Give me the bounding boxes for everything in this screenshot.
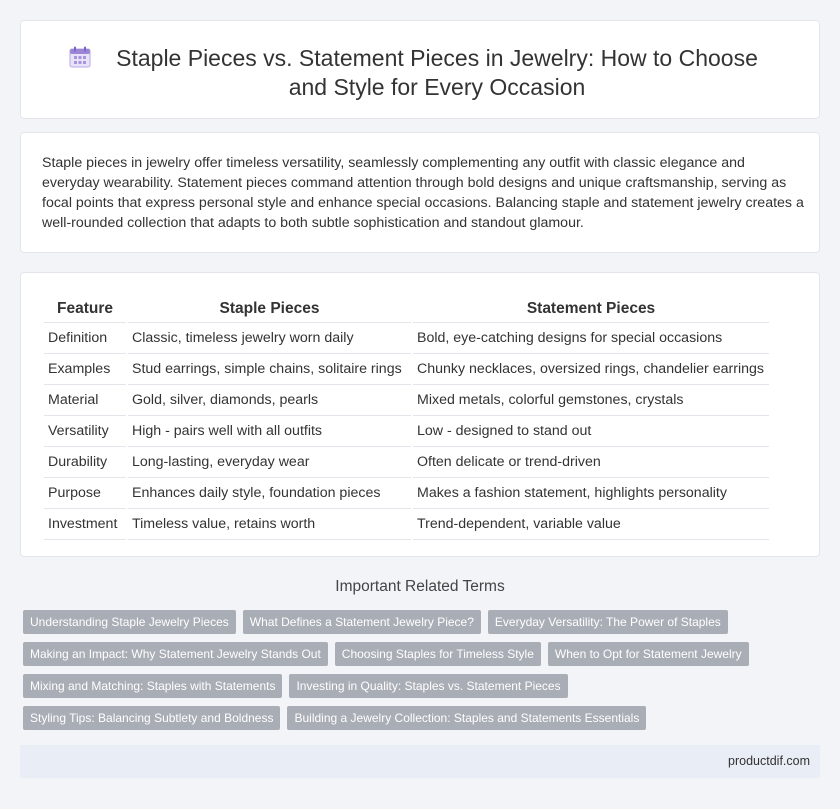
header-feature: Feature xyxy=(44,295,126,323)
table-cell: Chunky necklaces, oversized rings, chandelier earrings xyxy=(413,354,769,385)
comparison-table xyxy=(42,295,771,540)
table-row xyxy=(44,509,769,540)
table-cell: Classic, timeless jewelry worn daily xyxy=(128,323,411,354)
table-cell: Bold, eye-catching designs for special occasions xyxy=(413,323,769,354)
table-header-row xyxy=(44,295,769,323)
page-title: Staple Pieces vs. Statement Pieces in Jewelry: How to Choose and Style for Every Occasion xyxy=(116,45,758,100)
table-cell: Stud earrings, simple chains, solitaire rings xyxy=(128,354,411,385)
table-cell: Gold, silver, diamonds, pearls xyxy=(128,385,411,416)
table-cell: High - pairs well with all outfits xyxy=(128,416,411,447)
table-row xyxy=(44,323,769,354)
related-term-tag[interactable]: Understanding Staple Jewelry Pieces xyxy=(23,610,236,634)
comparison-table-card xyxy=(20,272,820,557)
footer-site-link[interactable]: productdif.com xyxy=(728,754,810,768)
table-cell: Trend-dependent, variable value xyxy=(413,509,769,540)
table-cell: Durability xyxy=(44,447,126,478)
related-term-tag[interactable]: Styling Tips: Balancing Subtlety and Boldness xyxy=(23,706,280,730)
related-term-tag[interactable]: Investing in Quality: Staples vs. Statement Pieces xyxy=(289,674,567,698)
table-row xyxy=(44,354,769,385)
header-statement: Statement Pieces xyxy=(413,295,769,323)
table-row xyxy=(44,416,769,447)
footer xyxy=(20,745,820,778)
table-cell: Investment xyxy=(44,509,126,540)
table-cell: Often delicate or trend-driven xyxy=(413,447,769,478)
intro-card xyxy=(20,132,820,253)
table-cell: Purpose xyxy=(44,478,126,509)
intro-paragraph: Staple pieces in jewelry offer timeless versatility, seamlessly complementing any outfit with classic elegance and everyday wearability. Statement pieces command attention through bold designs and unique craftsmanship, serving as focal points that express personal style and enhance special occasions. Balancing staple and statement jewelry creates a well-rounded collection that adapts to both subtle sophistication and standout glamour. xyxy=(42,155,804,231)
related-term-tag[interactable]: Mixing and Matching: Staples with Statements xyxy=(23,674,282,698)
table-cell: Examples xyxy=(44,354,126,385)
related-term-tag[interactable]: Everyday Versatility: The Power of Staples xyxy=(488,610,728,634)
related-term-tag[interactable]: When to Opt for Statement Jewelry xyxy=(548,642,749,666)
table-row xyxy=(44,478,769,509)
table-cell: Versatility xyxy=(44,416,126,447)
related-term-tag[interactable]: Making an Impact: Why Statement Jewelry Stands Out xyxy=(23,642,328,666)
table-cell: Material xyxy=(44,385,126,416)
table-cell: Mixed metals, colorful gemstones, crystals xyxy=(413,385,769,416)
table-row xyxy=(44,447,769,478)
related-terms-list xyxy=(23,610,783,738)
tag-row xyxy=(23,610,783,634)
table-row xyxy=(44,385,769,416)
tag-row xyxy=(23,674,783,698)
header-card xyxy=(20,20,820,119)
table-cell: Long-lasting, everyday wear xyxy=(128,447,411,478)
related-term-tag[interactable]: Building a Jewelry Collection: Staples and Statements Essentials xyxy=(287,706,646,730)
tag-row xyxy=(23,642,783,666)
table-cell: Low - designed to stand out xyxy=(413,416,769,447)
related-term-tag[interactable]: What Defines a Statement Jewelry Piece? xyxy=(243,610,481,634)
table-cell: Definition xyxy=(44,323,126,354)
table-cell: Enhances daily style, foundation pieces xyxy=(128,478,411,509)
table-cell: Timeless value, retains worth xyxy=(128,509,411,540)
table-cell: Makes a fashion statement, highlights personality xyxy=(413,478,769,509)
header-staple: Staple Pieces xyxy=(128,295,411,323)
related-terms-heading: Important Related Terms xyxy=(335,578,505,595)
related-term-tag[interactable]: Choosing Staples for Timeless Style xyxy=(335,642,541,666)
tag-row xyxy=(23,706,783,730)
